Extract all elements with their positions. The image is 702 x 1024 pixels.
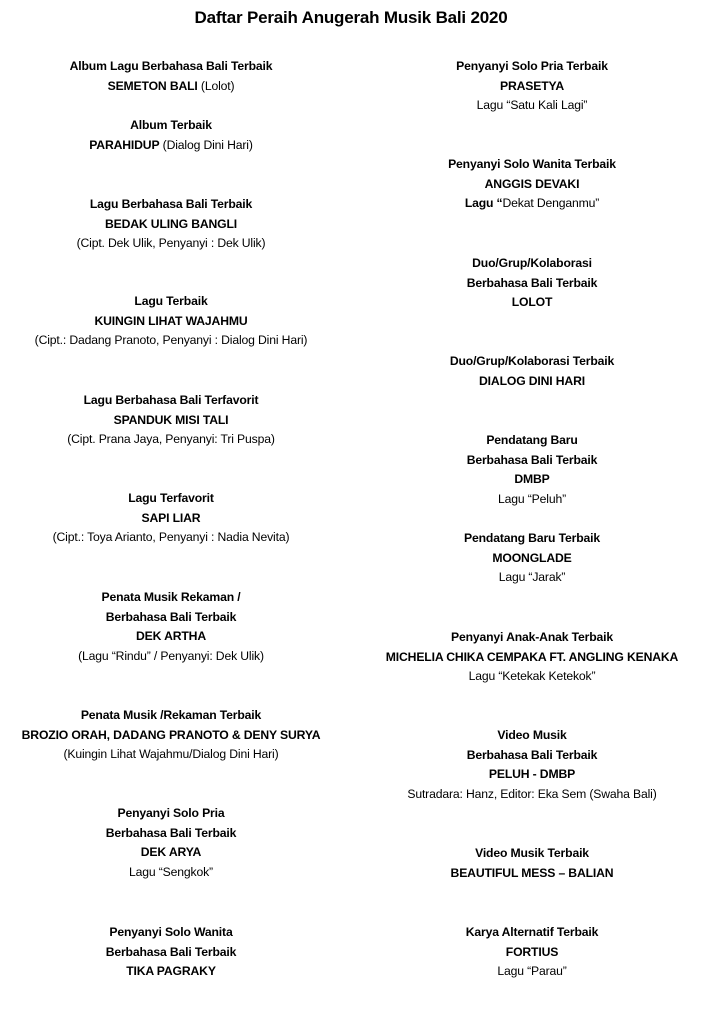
award-line: [362, 372, 702, 392]
award-line: [0, 331, 342, 351]
award-text: Lagu “: [464, 196, 503, 211]
award-text: (Cipt. Prana Jaya, Penyanyi: Tri Puspa): [67, 432, 275, 447]
award-right-7: [362, 628, 702, 687]
award-line: [0, 863, 342, 883]
award-line: [362, 943, 702, 963]
award-line: [362, 785, 702, 805]
award-text: Penyanyi Solo Wanita: [109, 925, 233, 939]
award-text: Lagu “Sengkok”: [129, 865, 213, 880]
award-text: Lagu “Peluh”: [498, 492, 566, 507]
award-text: SPANDUK MISI TALI: [113, 412, 229, 427]
award-text: Lagu “Ketekak Ketekok”: [468, 669, 596, 684]
award-line: [0, 962, 342, 982]
award-text: Lagu “Jarak”: [498, 570, 566, 585]
award-line: [0, 430, 342, 450]
award-text: Berbahasa Bali Terbaik: [105, 825, 237, 840]
award-text: Pendatang Baru Terbaik: [464, 531, 600, 545]
award-text: SAPI LIAR: [141, 510, 201, 525]
award-text: Duo/Grup/Kolaborasi Terbaik: [449, 354, 615, 368]
award-left-10: [0, 923, 342, 982]
award-line: [0, 745, 342, 765]
award-line: [362, 451, 702, 471]
award-text: Duo/Grup/Kolaborasi: [472, 256, 592, 270]
award-text: PELUH - DMBP: [488, 767, 576, 782]
award-line: [0, 411, 342, 431]
award-detail: (Lolot): [197, 78, 235, 93]
award-left-7: [0, 588, 342, 667]
award-text: Lagu “Satu Kali Lagi”: [476, 98, 588, 113]
award-text: Sutradara: Hanz, Editor: Eka Sem (Swaha Bali): [407, 787, 657, 802]
award-right-3: [362, 254, 702, 313]
award-line: [362, 175, 702, 195]
award-left-5: [0, 391, 342, 450]
award-text: FORTIUS: [505, 944, 559, 959]
award-right-2: [362, 155, 702, 214]
award-line: [0, 136, 342, 156]
award-line: [362, 568, 702, 588]
award-text: Lagu Berbahasa Bali Terbaik: [89, 197, 253, 211]
award-text: (Lagu “Rindu” / Penyanyi: Dek Ulik): [78, 649, 264, 664]
award-category: [362, 57, 702, 77]
award-text: BEDAK ULING BANGLI: [104, 216, 238, 231]
award-text: DEK ARTHA: [136, 629, 206, 644]
award-text: Lagu Terfavorit: [128, 491, 214, 505]
award-right-9: [362, 844, 702, 883]
award-text: Lagu Terbaik: [134, 294, 208, 308]
award-text: BEAUTIFUL MESS – BALIAN: [450, 865, 614, 880]
award-right-10: [362, 923, 702, 982]
award-text: (Cipt.: Toya Arianto, Penyanyi : Nadia Nevita): [52, 530, 290, 545]
award-text: Video Musik Terbaik: [475, 846, 589, 860]
award-category: [0, 195, 342, 215]
award-left-9: [0, 804, 342, 883]
award-text: DMBP: [514, 472, 550, 487]
award-line: [0, 943, 342, 963]
award-left-2: [0, 116, 342, 155]
award-line: [362, 765, 702, 785]
award-text: Karya Alternatif Terbaik: [465, 925, 599, 939]
award-text: MOONGLADE: [492, 550, 572, 565]
award-text: Lagu Berbahasa Bali Terfavorit: [83, 393, 259, 407]
award-category: [0, 923, 342, 943]
award-category: [0, 588, 342, 608]
award-line: [362, 746, 702, 766]
award-category: [0, 489, 342, 509]
award-text: Berbahasa Bali Terbaik: [105, 944, 237, 959]
award-text: Penata Musik /Rekaman Terbaik: [80, 708, 262, 722]
award-text: PARAHIDUP: [89, 137, 160, 152]
award-text: SEMETON BALI: [107, 78, 198, 93]
award-left-8: [0, 706, 342, 765]
award-text: (Cipt. Dek Ulik, Penyanyi : Dek Ulik): [76, 236, 266, 251]
award-category: [362, 431, 702, 451]
award-left-1: [0, 57, 342, 96]
award-text: Lagu “Parau”: [497, 964, 567, 979]
award-text: Pendatang Baru: [486, 433, 578, 447]
award-category: [362, 352, 702, 372]
award-text: DIALOG DINI HARI: [479, 373, 585, 388]
award-text: Penyanyi Solo Pria: [117, 806, 225, 820]
award-text: (Kuingin Lihat Wajahmu/Dialog Dini Hari): [63, 747, 279, 762]
award-text: Penyanyi Solo Pria Terbaik: [456, 59, 608, 73]
award-category: [0, 804, 342, 824]
award-left-6: [0, 489, 342, 548]
award-line: [362, 96, 702, 116]
award-text: KUINGIN LIHAT WAJAHMU: [94, 313, 248, 328]
award-category: [362, 923, 702, 943]
award-detail: Dekat Denganmu”: [502, 196, 600, 211]
award-line: [362, 194, 702, 214]
award-category: [362, 529, 702, 549]
award-line: [0, 528, 342, 548]
award-category: [0, 391, 342, 411]
award-text: (Cipt.: Dadang Pranoto, Penyanyi : Dialog Dini Hari): [34, 333, 308, 348]
award-line: [362, 962, 702, 982]
award-line: [0, 726, 342, 746]
page-title: Daftar Peraih Anugerah Musik Bali 2020: [194, 8, 508, 27]
award-text: MICHELIA CHIKA CEMPAKA FT. ANGLING KENAKA: [385, 649, 679, 664]
award-left-4: [0, 292, 342, 351]
award-category: [362, 254, 702, 274]
award-category: [0, 57, 342, 77]
award-text: Penata Musik Rekaman /: [101, 590, 241, 604]
award-line: [0, 234, 342, 254]
award-text: Berbahasa Bali Terbaik: [105, 609, 237, 624]
award-line: [0, 824, 342, 844]
award-text: PRASETYA: [499, 78, 565, 93]
award-line: [362, 667, 702, 687]
award-line: [0, 627, 342, 647]
award-line: [362, 274, 702, 294]
award-category: [362, 628, 702, 648]
award-right-5: [362, 431, 702, 510]
award-line: [0, 647, 342, 667]
award-line: [0, 509, 342, 529]
award-text: Berbahasa Bali Terbaik: [466, 275, 598, 290]
award-line: [362, 77, 702, 97]
award-category: [362, 726, 702, 746]
award-line: [0, 215, 342, 235]
award-text: Album Terbaik: [130, 118, 212, 132]
award-line: [0, 843, 342, 863]
award-text: ANGGIS DEVAKI: [484, 176, 580, 191]
award-line: [362, 470, 702, 490]
award-text: Berbahasa Bali Terbaik: [466, 452, 598, 467]
award-text: BROZIO ORAH, DADANG PRANOTO & DENY SURYA: [21, 727, 321, 742]
award-line: [0, 312, 342, 332]
award-detail: (Dialog Dini Hari): [159, 137, 253, 152]
award-category: [0, 116, 342, 136]
award-text: Penyanyi Anak-Anak Terbaik: [450, 630, 614, 644]
award-category: [362, 155, 702, 175]
award-text: Video Musik: [497, 728, 567, 742]
award-right-8: [362, 726, 702, 805]
award-line: [362, 648, 702, 668]
award-right-6: [362, 529, 702, 588]
award-right-1: [362, 57, 702, 116]
award-text: TIKA PAGRAKY: [126, 964, 216, 979]
award-line: [0, 77, 342, 97]
award-text: DEK ARYA: [140, 845, 202, 860]
award-line: [362, 549, 702, 569]
award-category: [362, 844, 702, 864]
award-line: [0, 608, 342, 628]
award-line: [362, 293, 702, 313]
award-text: Penyanyi Solo Wanita Terbaik: [448, 157, 616, 171]
award-category: [0, 706, 342, 726]
award-right-4: [362, 352, 702, 391]
award-left-3: [0, 195, 342, 254]
award-text: Album Lagu Berbahasa Bali Terbaik: [69, 59, 273, 73]
award-text: LOLOT: [511, 295, 553, 310]
award-line: [362, 864, 702, 884]
award-line: [362, 490, 702, 510]
award-category: [0, 292, 342, 312]
award-text: Berbahasa Bali Terbaik: [466, 747, 598, 762]
